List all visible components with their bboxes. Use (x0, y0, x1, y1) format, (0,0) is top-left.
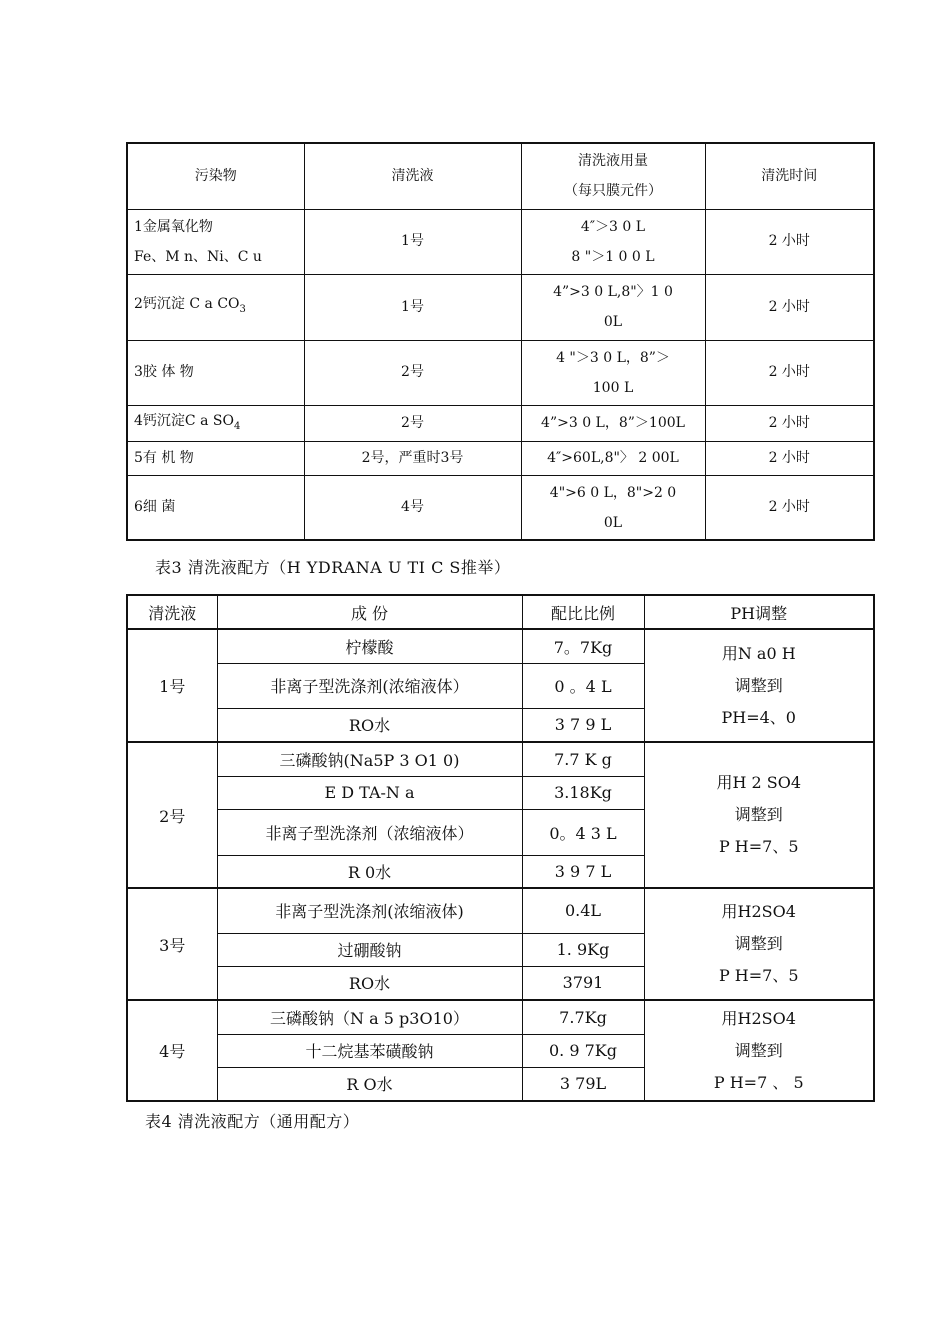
table-row (127, 888, 874, 933)
header-pollutant: 污染物 (127, 143, 304, 209)
component-cell: 非离子型洗涤剂（浓缩液体） (217, 809, 522, 855)
amount-cell: 4″>60L,8"〉 2 00L (521, 442, 705, 476)
table-row (127, 442, 874, 476)
amount-cell (521, 209, 705, 274)
ph-line1: 用H2SO4 (721, 1008, 796, 1028)
pollutant-cleaning-table (126, 142, 875, 541)
ph-cell (644, 1000, 874, 1101)
header-amount (521, 143, 705, 209)
solution-cell: 2号 (304, 340, 521, 405)
header-ph: PH调整 (644, 595, 874, 629)
solution-cell: 1号 (304, 274, 521, 340)
pollutant-text: 2钙沉淀 C a CO (134, 296, 240, 313)
amount-line1: 4 "＞3 0 L，8”＞ (556, 349, 670, 366)
pollutant-text: 4钙沉淀C a SO (134, 412, 234, 429)
pollutant-line2: Fe、M n、Ni、C u (134, 248, 262, 265)
ratio-cell: 0。4 3 L (522, 809, 644, 855)
solution-name: 4号 (127, 1000, 217, 1101)
time-cell: 2 小时 (705, 209, 874, 274)
amount-line2: 0L (603, 314, 623, 330)
header-solution: 清洗液 (127, 595, 217, 629)
pollutant-cell (127, 274, 304, 340)
table-caption: 表3 清洗液配方（H YDRANA U TI C S推举） (155, 558, 511, 577)
header-solution: 清洗液 (304, 143, 521, 209)
component-cell: 三磷酸钠（N a 5 p3O10） (217, 1000, 522, 1034)
ratio-cell: 3 79L (522, 1067, 644, 1101)
ph-line2: 调整到 (734, 675, 783, 695)
amount-line1: 4″＞3 0 L (580, 218, 646, 235)
ph-line2: 调整到 (734, 1040, 783, 1060)
pollutant-subscript: 3 (239, 303, 246, 315)
header-amount-line1: 清洗液用量 (578, 153, 648, 170)
solution-name: 1号 (127, 629, 217, 742)
table-caption: 表4 清洗液配方（通用配方） (145, 1112, 360, 1131)
ratio-cell: 0.4L (522, 888, 644, 933)
ph-line1: 用H2SO4 (721, 902, 796, 921)
ratio-cell: 7.7Kg (522, 1000, 644, 1034)
amount-line1: 4”>3 0 L,8"〉1 0 (553, 284, 673, 300)
table-row (127, 629, 874, 663)
ratio-cell: 0 。4 L (522, 663, 644, 708)
pollutant-cell: 3胶 体 物 (127, 340, 304, 405)
amount-line2: 0L (603, 514, 623, 531)
solution-name: 2号 (127, 742, 217, 888)
table-row (127, 1000, 874, 1034)
time-cell: 2 小时 (705, 405, 874, 442)
component-cell: R O水 (217, 1067, 522, 1101)
component-cell: 过硼酸钠 (217, 933, 522, 966)
time-cell: 2 小时 (705, 340, 874, 405)
component-cell: RO水 (217, 966, 522, 1000)
ph-cell (644, 888, 874, 1000)
component-cell: 三磷酸钠(Na5P 3 O1 0) (217, 742, 522, 776)
table-header-row (127, 143, 874, 209)
component-cell: E D TA-N a (217, 776, 522, 809)
amount-line2: 8 "＞1 0 0 L (571, 248, 655, 265)
ph-cell (644, 742, 874, 888)
table-row (127, 742, 874, 776)
solution-name: 3号 (127, 888, 217, 1000)
component-cell: 柠檬酸 (217, 629, 522, 663)
ph-line3: P H=7、5 (718, 966, 799, 985)
ratio-cell: 3791 (522, 966, 644, 1000)
table-row (127, 340, 874, 405)
pollutant-cell: 6细 菌 (127, 476, 304, 540)
header-ratio: 配比比例 (522, 595, 644, 629)
ph-line3: P H=7、5 (718, 837, 799, 856)
ratio-cell: 7.7 K g (522, 742, 644, 776)
ph-cell (644, 629, 874, 742)
component-cell: 非离子型洗涤剂(浓缩液体） (217, 663, 522, 708)
ph-line1: 用N a0 H (721, 643, 796, 663)
ph-line1: 用H 2 SO4 (716, 773, 802, 792)
amount-cell: 4”>3 0 L，8”＞100L (521, 405, 705, 442)
time-cell: 2 小时 (705, 476, 874, 540)
pollutant-cell (127, 209, 304, 274)
table-row (127, 476, 874, 540)
table-row (127, 274, 874, 340)
table-row (127, 405, 874, 442)
ratio-cell: 1. 9Kg (522, 933, 644, 966)
solution-cell: 4号 (304, 476, 521, 540)
time-cell: 2 小时 (705, 442, 874, 476)
solution-cell: 2号，严重时3号 (304, 442, 521, 476)
ratio-cell: 3 9 7 L (522, 855, 644, 888)
header-amount-line2: （每只膜元件） (564, 183, 662, 200)
pollutant-cell: 5有 机 物 (127, 442, 304, 476)
component-cell: R 0水 (217, 855, 522, 888)
pollutant-subscript: 4 (233, 420, 241, 432)
ratio-cell: 3.18Kg (522, 776, 644, 809)
ratio-cell: 7。7Kg (522, 629, 644, 663)
time-cell: 2 小时 (705, 274, 874, 340)
ph-line2: 调整到 (734, 805, 783, 824)
header-time: 清洗时间 (705, 143, 874, 209)
ratio-cell: 3 7 9 L (522, 708, 644, 742)
table-header-row (127, 595, 874, 629)
amount-line1: 4">6 0 L，8">2 0 (549, 484, 677, 501)
amount-line2: 100 L (592, 379, 634, 396)
header-component: 成 份 (217, 595, 522, 629)
ph-line3: PH=4、0 (721, 707, 796, 727)
component-cell: 非离子型洗涤剂(浓缩液体) (217, 888, 522, 933)
ph-line2: 调整到 (734, 934, 783, 953)
solution-cell: 2号 (304, 405, 521, 442)
solution-cell: 1号 (304, 209, 521, 274)
amount-cell (521, 274, 705, 340)
amount-cell (521, 476, 705, 540)
ratio-cell: 0. 9 7Kg (522, 1034, 644, 1067)
component-cell: 十二烷基苯磺酸钠 (217, 1034, 522, 1067)
pollutant-line1: 1金属氧化物 (134, 218, 213, 235)
amount-cell (521, 340, 705, 405)
pollutant-cell (127, 405, 304, 442)
cleaning-formula-table (126, 594, 875, 1102)
table-row (127, 209, 874, 274)
ph-line3: P H=7 、 5 (713, 1072, 804, 1092)
component-cell: RO水 (217, 708, 522, 742)
